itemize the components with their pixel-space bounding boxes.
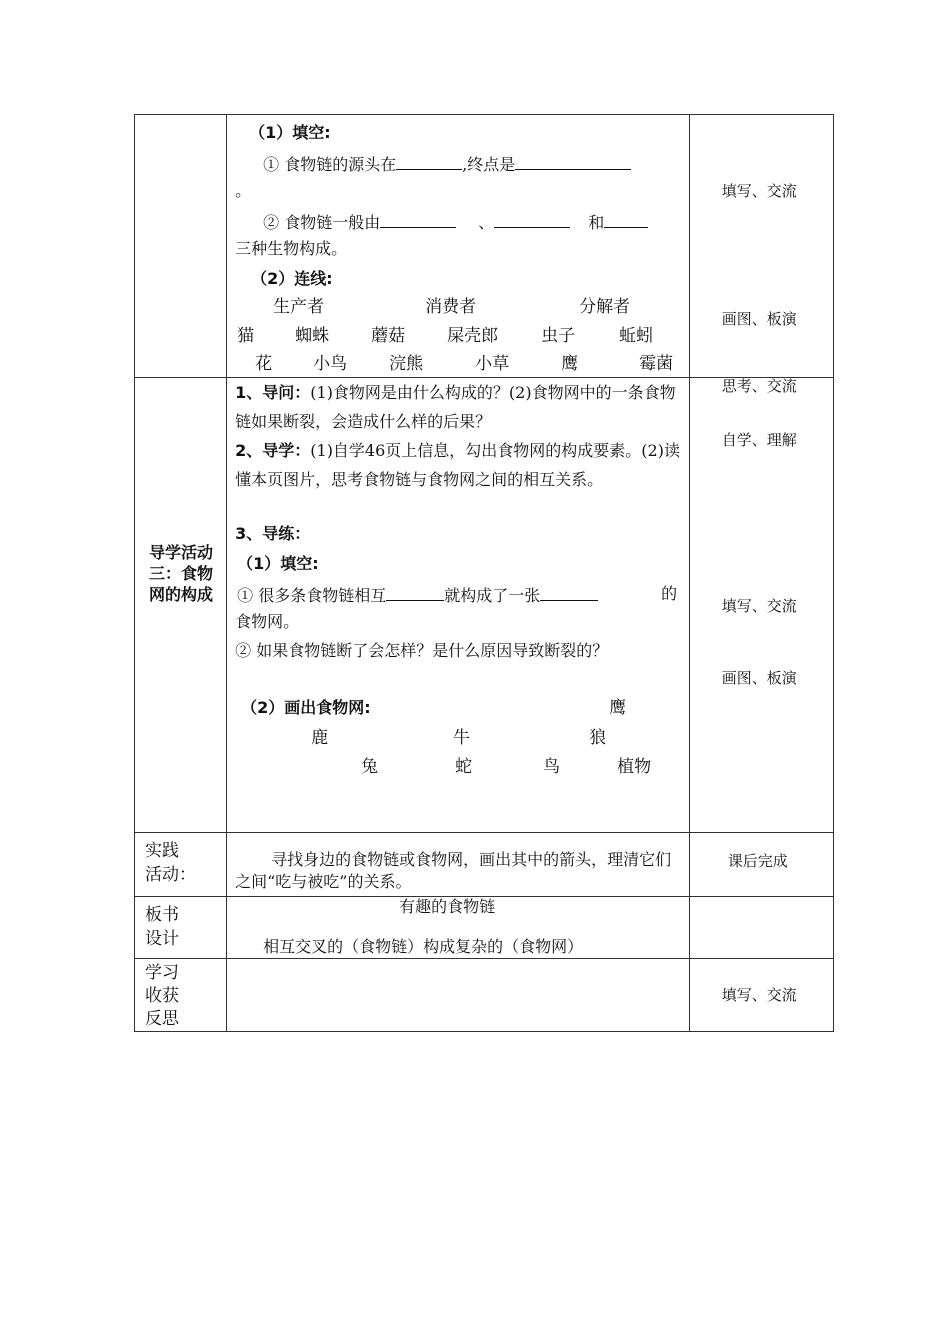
row3-content-cell — [227, 833, 690, 897]
row5-side-cell — [689, 959, 833, 1032]
guide-question — [235, 378, 683, 436]
guide-study-body: (1)自学46页上信息，勾出食物网的构成要素。(2)读懂本页图片，思考食物链与食物网之间的相互关系。 — [235, 441, 680, 489]
q1-item2-sep2: 和 — [588, 213, 605, 232]
row3-label-cell — [135, 833, 227, 897]
row2-side-think: 思考、交流 — [721, 377, 797, 395]
blank-end[interactable] — [515, 153, 631, 170]
board-title: 有趣的食物链 — [399, 897, 496, 916]
animal-rabbit: 兔 — [361, 757, 379, 777]
row1-side-cell — [689, 115, 833, 378]
row4-content-cell — [227, 897, 690, 959]
q1-item2-sep1: 、 — [478, 213, 495, 232]
reflection-label-2: 收获 — [145, 986, 179, 1006]
row2-label-cell — [135, 378, 227, 833]
blank-organism-3[interactable] — [604, 211, 648, 228]
q2-title: （2）连线: — [251, 269, 333, 288]
organism-spider: 蜘蛛 — [295, 326, 330, 346]
row1-content-cell — [227, 115, 690, 378]
row4-side-cell — [689, 897, 833, 959]
organism-mushroom: 蘑菇 — [371, 326, 406, 346]
organism-earthworm: 蚯蚓 — [619, 326, 654, 346]
board-label-2: 设计 — [145, 929, 179, 949]
animal-plant: 植物 — [617, 757, 652, 777]
row2-content-cell — [227, 378, 690, 833]
animal-bird: 鸟 — [543, 757, 561, 777]
role-producer: 生产者 — [273, 297, 325, 317]
web-q1-item1-end2: 食物网。 — [235, 612, 300, 631]
web-q2-title: （2）画出食物网: — [241, 698, 371, 717]
web-q1-item2: ② 如果食物链断了会怎样？是什么原因导致断裂的？ — [235, 641, 609, 660]
q1-title: （1）填空: — [249, 123, 331, 142]
row2-side-study: 自学、理解 — [721, 431, 797, 449]
blank-source[interactable] — [396, 153, 462, 170]
row-board-design — [135, 897, 834, 959]
animal-eagle: 鹰 — [609, 698, 627, 718]
animal-wolf: 狼 — [589, 728, 607, 748]
blank-interlink[interactable] — [386, 584, 444, 601]
guide-question-head: 1、导问： — [235, 383, 311, 402]
blank-organism-1[interactable] — [380, 211, 456, 228]
activity-three-label: 导学活动三：食物网的构成 — [148, 543, 213, 604]
organism-raccoon: 浣熊 — [389, 354, 424, 374]
web-q1-item1-text-a: ① 很多条食物链相互 — [237, 586, 387, 605]
q1-item2-text-a: ② 食物链一般由 — [263, 213, 381, 232]
row-food-web — [135, 378, 834, 833]
web-q1-item1 — [237, 584, 598, 606]
organism-grass: 小草 — [475, 354, 510, 374]
organism-flower: 花 — [255, 354, 273, 374]
row2-side-draw: 画图、板演 — [721, 669, 797, 687]
row2-side-fill: 填写、交流 — [721, 597, 797, 615]
q1-item1-text-b: ,终点是 — [462, 155, 516, 174]
organism-dung-beetle: 屎壳郎 — [447, 326, 499, 346]
row3-side-after-class: 课后完成 — [727, 852, 788, 870]
row-practice-activity — [135, 833, 834, 897]
row5-side-fill: 填写、交流 — [721, 986, 797, 1004]
practice-label-1: 实践 — [145, 841, 179, 861]
practice-label-2: 活动： — [145, 865, 196, 885]
board-label-1: 板书 — [145, 905, 179, 925]
q1-item2-text-b: 三种生物构成。 — [235, 239, 348, 258]
lesson-table — [134, 114, 834, 1032]
row1-label-cell — [135, 115, 227, 378]
row5-label-cell — [135, 959, 227, 1032]
row5-content-cell[interactable] — [227, 959, 690, 1032]
organism-bird: 小鸟 — [313, 354, 348, 374]
q1-item1-text-a: ① 食物链的源头在 — [263, 155, 397, 174]
row-food-chain-exercises — [135, 115, 834, 378]
row1-side-draw: 画图、板演 — [721, 310, 797, 328]
blank-web-type[interactable] — [540, 584, 598, 601]
blank-organism-2[interactable] — [494, 211, 570, 228]
guide-study — [235, 436, 683, 494]
role-decomposer: 分解者 — [579, 297, 631, 317]
q1-item1-period: 。 — [235, 181, 252, 200]
guide-study-head: 2、导学： — [235, 441, 311, 460]
reflection-label-3: 反思 — [145, 1009, 179, 1029]
practice-text: 寻找身边的食物链或食物网，画出其中的箭头，理清它们之间“吃与被吃”的关系。 — [235, 850, 672, 891]
q1-item1 — [263, 153, 631, 175]
row3-side-cell — [689, 833, 833, 897]
role-consumer: 消费者 — [425, 297, 477, 317]
board-text: 相互交叉的（食物链）构成复杂的（食物网） — [263, 937, 584, 956]
q1-item2 — [263, 211, 648, 233]
organism-cat: 猫 — [237, 326, 255, 346]
guide-practice-head: 3、导练： — [235, 524, 311, 543]
organism-mold: 霉菌 — [639, 354, 674, 374]
row4-label-cell — [135, 897, 227, 959]
organism-eagle: 鹰 — [561, 354, 579, 374]
reflection-label-1: 学习 — [145, 963, 179, 983]
web-q1-title: （1）填空: — [237, 554, 319, 573]
row2-side-cell — [689, 378, 833, 833]
animal-cow: 牛 — [453, 728, 471, 748]
animal-snake: 蛇 — [455, 757, 473, 777]
row1-side-fill: 填写、交流 — [721, 182, 797, 200]
row-reflection — [135, 959, 834, 1032]
animal-deer: 鹿 — [311, 728, 329, 748]
guide-question-body: (1)食物网是由什么构成的？(2)食物网中的一条食物链如果断裂，会造成什么样的后果？ — [235, 383, 676, 431]
web-q1-item1-text-b: 就构成了一张 — [444, 586, 541, 605]
web-q1-item1-end: 的 — [661, 584, 678, 603]
organism-bug: 虫子 — [541, 326, 576, 346]
